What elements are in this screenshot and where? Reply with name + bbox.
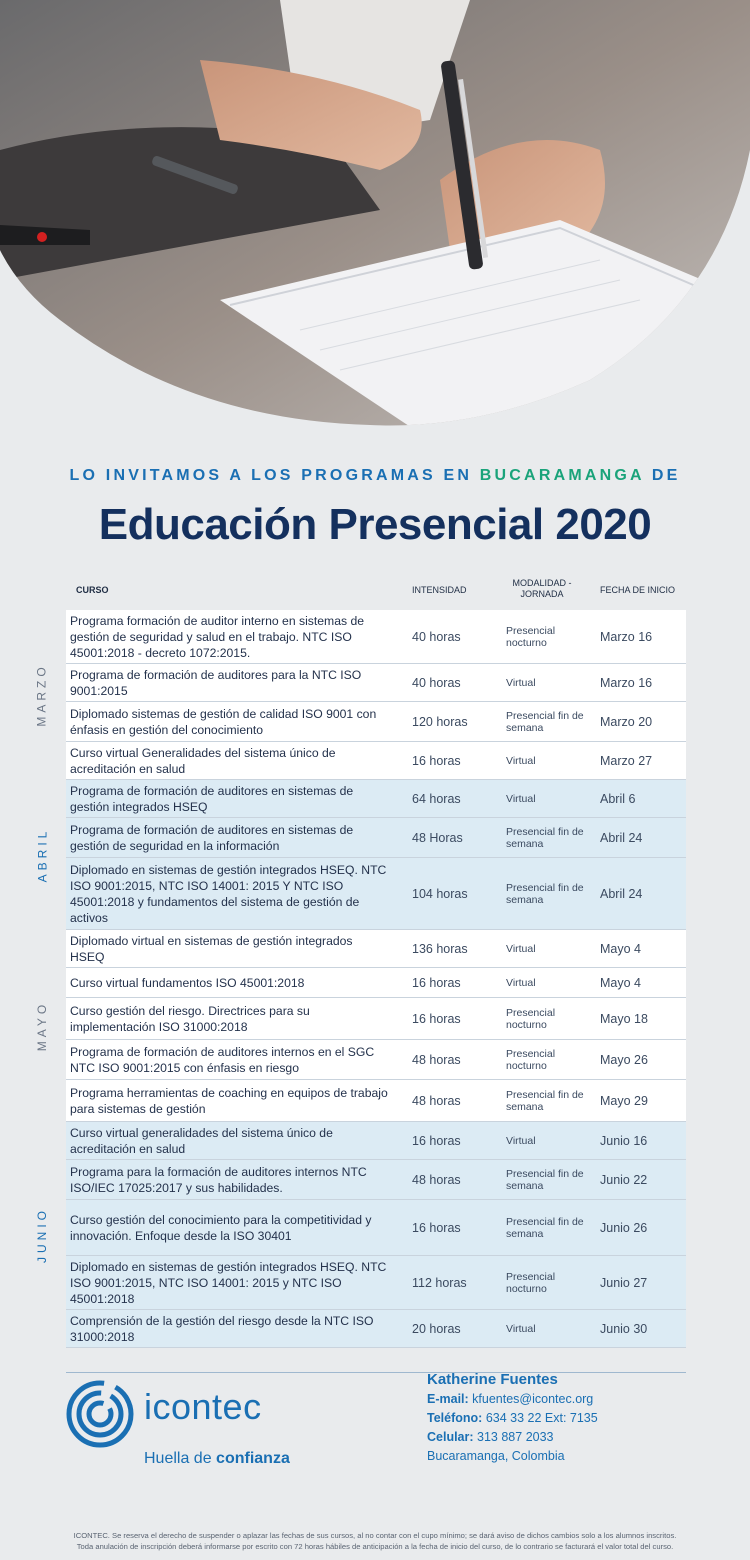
contact-city: Bucaramanga, Colombia [427, 1449, 565, 1463]
course-name: Diplomado en sistemas de gestión integrados HSEQ. NTC ISO 9001:2015, NTC ISO 14001: 2015 Y NTC ISO 45001:2018 y fundamentos del sistema de gestión de activos [70, 862, 387, 925]
course-hours: 16 horas [412, 1220, 461, 1235]
email-link[interactable]: kfuentes@icontec.org [472, 1392, 594, 1406]
table-row [66, 702, 686, 742]
table-row [66, 1122, 686, 1160]
col-fecha: FECHA DE INICIO [600, 585, 676, 595]
table-row [66, 1310, 686, 1348]
course-mode: Presencial fin de semana [506, 1215, 584, 1240]
brand-name: icontec [144, 1386, 262, 1427]
course-mode: Virtual [506, 792, 536, 805]
contact-phone: Teléfono: 634 33 22 Ext: 7135 [427, 1411, 598, 1425]
course-start: Junio 22 [600, 1172, 648, 1187]
table-row [66, 1160, 686, 1200]
course-name: Programa de formación de auditores para la NTC ISO 9001:2015 [70, 667, 362, 698]
contact-email: E-mail: kfuentes@icontec.org [427, 1392, 594, 1406]
month-label: MARZO [35, 663, 49, 727]
course-hours: 48 Horas [412, 830, 463, 845]
course-name: Comprensión de la gestión del riesgo desde la NTC ISO 31000:2018 [70, 1313, 374, 1344]
course-mode: Presencial nocturno [506, 1270, 556, 1295]
course-name: Curso gestión del riesgo. Directrices para su implementación ISO 31000:2018 [70, 1003, 310, 1034]
table-row [66, 930, 686, 968]
disclaimer [8, 1530, 742, 1552]
course-start: Mayo 26 [600, 1052, 648, 1067]
course-hours: 48 horas [412, 1093, 461, 1108]
course-mode: Virtual [506, 1134, 536, 1147]
course-start: Mayo 18 [600, 1011, 648, 1026]
course-name: Diplomado virtual en sistemas de gestión integrados HSEQ [70, 933, 353, 964]
disclaimer-line: Toda anulación de inscripción deberá informarse por escrito con 72 horas hábiles de anticipación a la fecha de inicio del curso, de lo contrario se facturará el valor total del curso. [76, 1542, 674, 1551]
course-mode: Virtual [506, 1322, 536, 1335]
course-name: Diplomado sistemas de gestión de calidad ISO 9001 con énfasis en gestión del conocimiento [70, 706, 377, 737]
course-name: Curso virtual generalidades del sistema único de acreditación en salud [70, 1125, 333, 1156]
course-hours: 16 horas [412, 1011, 461, 1026]
table-row [66, 780, 686, 818]
course-start: Marzo 27 [600, 753, 653, 768]
table-row [66, 818, 686, 858]
table-row [66, 998, 686, 1040]
course-name: Curso gestión del conocimiento para la competitividad y innovación. Enfoque desde la ISO 30401 [70, 1212, 372, 1243]
table-row [66, 968, 686, 998]
table-header [66, 578, 686, 610]
course-hours: 16 horas [412, 975, 461, 990]
course-start: Junio 30 [600, 1321, 648, 1336]
table-row [66, 742, 686, 780]
month-label: ABRIL [35, 827, 49, 883]
course-name: Diplomado en sistemas de gestión integrados HSEQ. NTC ISO 9001:2015, NTC ISO 14001: 2015 y NTC ISO 45001:2018 [70, 1259, 387, 1306]
page-title: Educación Presencial 2020 [98, 500, 652, 549]
course-mode: Presencial nocturno [506, 1006, 556, 1031]
course-hours: 16 horas [412, 753, 461, 768]
course-hours: 40 horas [412, 675, 461, 690]
invitation-subtitle: LO INVITAMOS A LOS PROGRAMAS EN BUCARAMANGA DE [69, 467, 681, 484]
course-name: Curso virtual fundamentos ISO 45001:2018 [70, 975, 305, 990]
course-mode: Virtual [506, 754, 536, 767]
course-hours: 64 horas [412, 791, 461, 806]
course-start: Mayo 4 [600, 975, 641, 990]
contact-name: Katherine Fuentes [427, 1371, 558, 1388]
course-mode: Virtual [506, 942, 536, 955]
course-start: Mayo 4 [600, 941, 641, 956]
course-mode: Virtual [506, 676, 536, 689]
course-start: Abril 24 [600, 886, 643, 901]
course-mode: Presencial fin de semana [506, 825, 584, 850]
course-mode: Presencial nocturno [506, 1047, 556, 1072]
course-name: Programa de formación de auditores en sistemas de gestión de seguridad en la información [70, 822, 354, 853]
hero-illustration [0, 0, 750, 440]
col-curso: CURSO [76, 585, 109, 595]
course-name: Programa de formación de auditores en sistemas de gestión integrados HSEQ [70, 783, 354, 814]
course-start: Marzo 16 [600, 675, 653, 690]
course-hours: 104 horas [412, 886, 468, 901]
course-mode: Virtual [506, 976, 536, 989]
course-hours: 20 horas [412, 1321, 461, 1336]
course-name: Programa formación de auditor interno en sistemas de gestión de seguridad y salud en el trabajo. NTC ISO 45001:2018 - decreto 1072:2015. [70, 613, 365, 660]
course-start: Abril 6 [600, 791, 636, 806]
course-mode: Presencial nocturno [506, 624, 556, 649]
course-name: Curso virtual Generalidades del sistema único de acreditación en salud [70, 745, 336, 776]
col-modalidad: MODALIDAD - JORNADA [512, 578, 572, 599]
course-name: Programa de formación de auditores internos en el SGC NTC ISO 9001:2015 con énfasis en riesgo [70, 1044, 375, 1075]
table-row [66, 1256, 686, 1310]
contact-block [427, 1370, 727, 1466]
table-row [66, 1040, 686, 1080]
course-hours: 136 horas [412, 941, 468, 956]
table-row [66, 610, 686, 664]
course-hours: 48 horas [412, 1172, 461, 1187]
course-mode: Presencial fin de semana [506, 1088, 584, 1113]
course-name: Programa para la formación de auditores internos NTC ISO/IEC 17025:2017 y sus habilidades. [70, 1164, 367, 1195]
month-label: JUNIO [35, 1207, 49, 1263]
course-name: Programa herramientas de coaching en equipos de trabajo para sistemas de gestión [70, 1085, 388, 1116]
month-label: MAYO [35, 1000, 50, 1052]
course-start: Abril 24 [600, 830, 643, 845]
course-mode: Presencial fin de semana [506, 1167, 584, 1192]
city-name: BUCARAMANGA [479, 467, 645, 484]
table-row [66, 1080, 686, 1122]
table-row [66, 1200, 686, 1256]
course-mode: Presencial fin de semana [506, 709, 584, 734]
course-start: Marzo 20 [600, 714, 653, 729]
course-start: Marzo 16 [600, 629, 653, 644]
course-hours: 112 horas [412, 1275, 467, 1290]
course-hours: 40 horas [412, 629, 461, 644]
table-row [66, 664, 686, 702]
course-start: Junio 16 [600, 1133, 648, 1148]
course-hours: 16 horas [412, 1133, 461, 1148]
brand-tagline: Huella de confianza [144, 1450, 290, 1467]
course-mode: Presencial fin de semana [506, 881, 584, 906]
course-hours: 120 horas [412, 714, 468, 729]
icontec-logo-icon [64, 1378, 136, 1450]
course-hours: 48 horas [412, 1052, 461, 1067]
course-start: Mayo 29 [600, 1093, 648, 1108]
course-start: Junio 27 [600, 1275, 648, 1290]
col-intensidad: INTENSIDAD [412, 585, 467, 595]
contact-mobile: Celular: 313 887 2033 [427, 1430, 554, 1444]
icontec-logo [64, 1376, 324, 1476]
table-row [66, 858, 686, 930]
disclaimer-line: ICONTEC. Se reserva el derecho de suspender o aplazar las fechas de sus cursos, al no contar con el cupo mínimo; se dará aviso de dichos cambios solo a los alumnos inscritos. [73, 1531, 677, 1540]
course-table [66, 610, 686, 1348]
course-start: Junio 26 [600, 1220, 648, 1235]
hero-photo [0, 0, 750, 440]
